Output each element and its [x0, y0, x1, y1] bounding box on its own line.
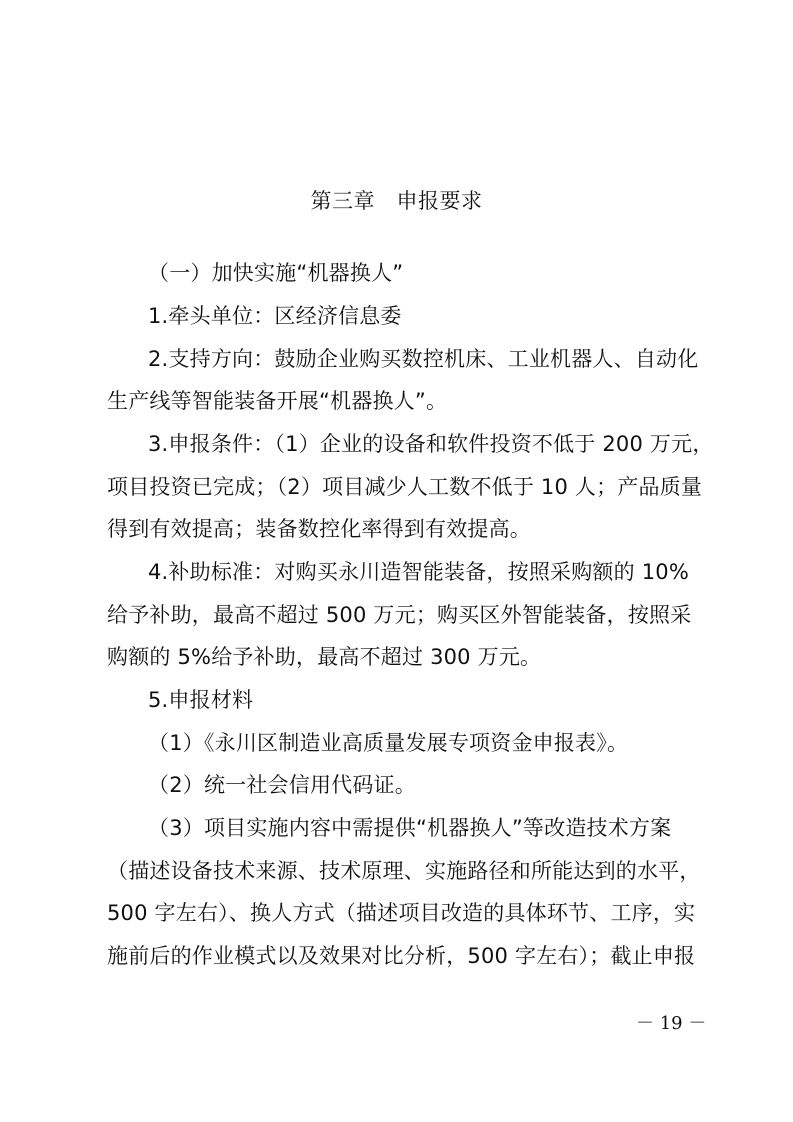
- subsidy-standard-line: 4.补助标准：对购买永川造智能装备，按照采购额的 10%: [148, 560, 689, 584]
- material-item-3-continuation-3: 施前后的作业模式以及效果对比分析，500 字左右）；截止申报: [107, 944, 696, 968]
- page-number: － 19 －: [636, 1013, 707, 1034]
- material-item-3-continuation-2: 500 字左右）、换人方式（描述项目改造的具体环节、工序，实: [107, 901, 696, 925]
- material-item-2: （2）统一社会信用代码证。: [148, 773, 416, 797]
- materials-heading: 5.申报材料: [148, 688, 254, 712]
- subsidy-standard-continuation-2: 购额的 5%给予补助，最高不超过 300 万元。: [107, 645, 542, 669]
- lead-unit-line: 1.牵头单位：区经济信息委: [148, 304, 402, 328]
- support-direction-line: 2.支持方向：鼓励企业购买数控机床、工业机器人、自动化: [148, 347, 699, 371]
- conditions-continuation-2: 得到有效提高；装备数控化率得到有效提高。: [107, 517, 531, 541]
- subsidy-standard-continuation-1: 给予补助，最高不超过 500 万元；购买区外智能装备，按照采: [107, 603, 692, 627]
- section-heading: （一）加快实施“机器换人”: [148, 261, 404, 285]
- material-item-3-continuation-1: （描述设备技术来源、技术原理、实施路径和所能达到的水平，: [107, 859, 701, 883]
- chapter-title: 第三章 申报要求: [310, 189, 483, 213]
- conditions-line: 3.申报条件：（1）企业的设备和软件投资不低于 200 万元，: [148, 432, 714, 456]
- material-item-1: （1）《永川区制造业高质量发展专项资金申报表》。: [148, 731, 629, 755]
- material-item-3: （3）项目实施内容中需提供“机器换人”等改造技术方案: [148, 816, 672, 840]
- support-direction-continuation: 生产线等智能装备开展“机器换人”。: [107, 389, 448, 413]
- conditions-continuation-1: 项目投资已完成；（2）项目减少人工数不低于 10 人；产品质量: [107, 475, 703, 499]
